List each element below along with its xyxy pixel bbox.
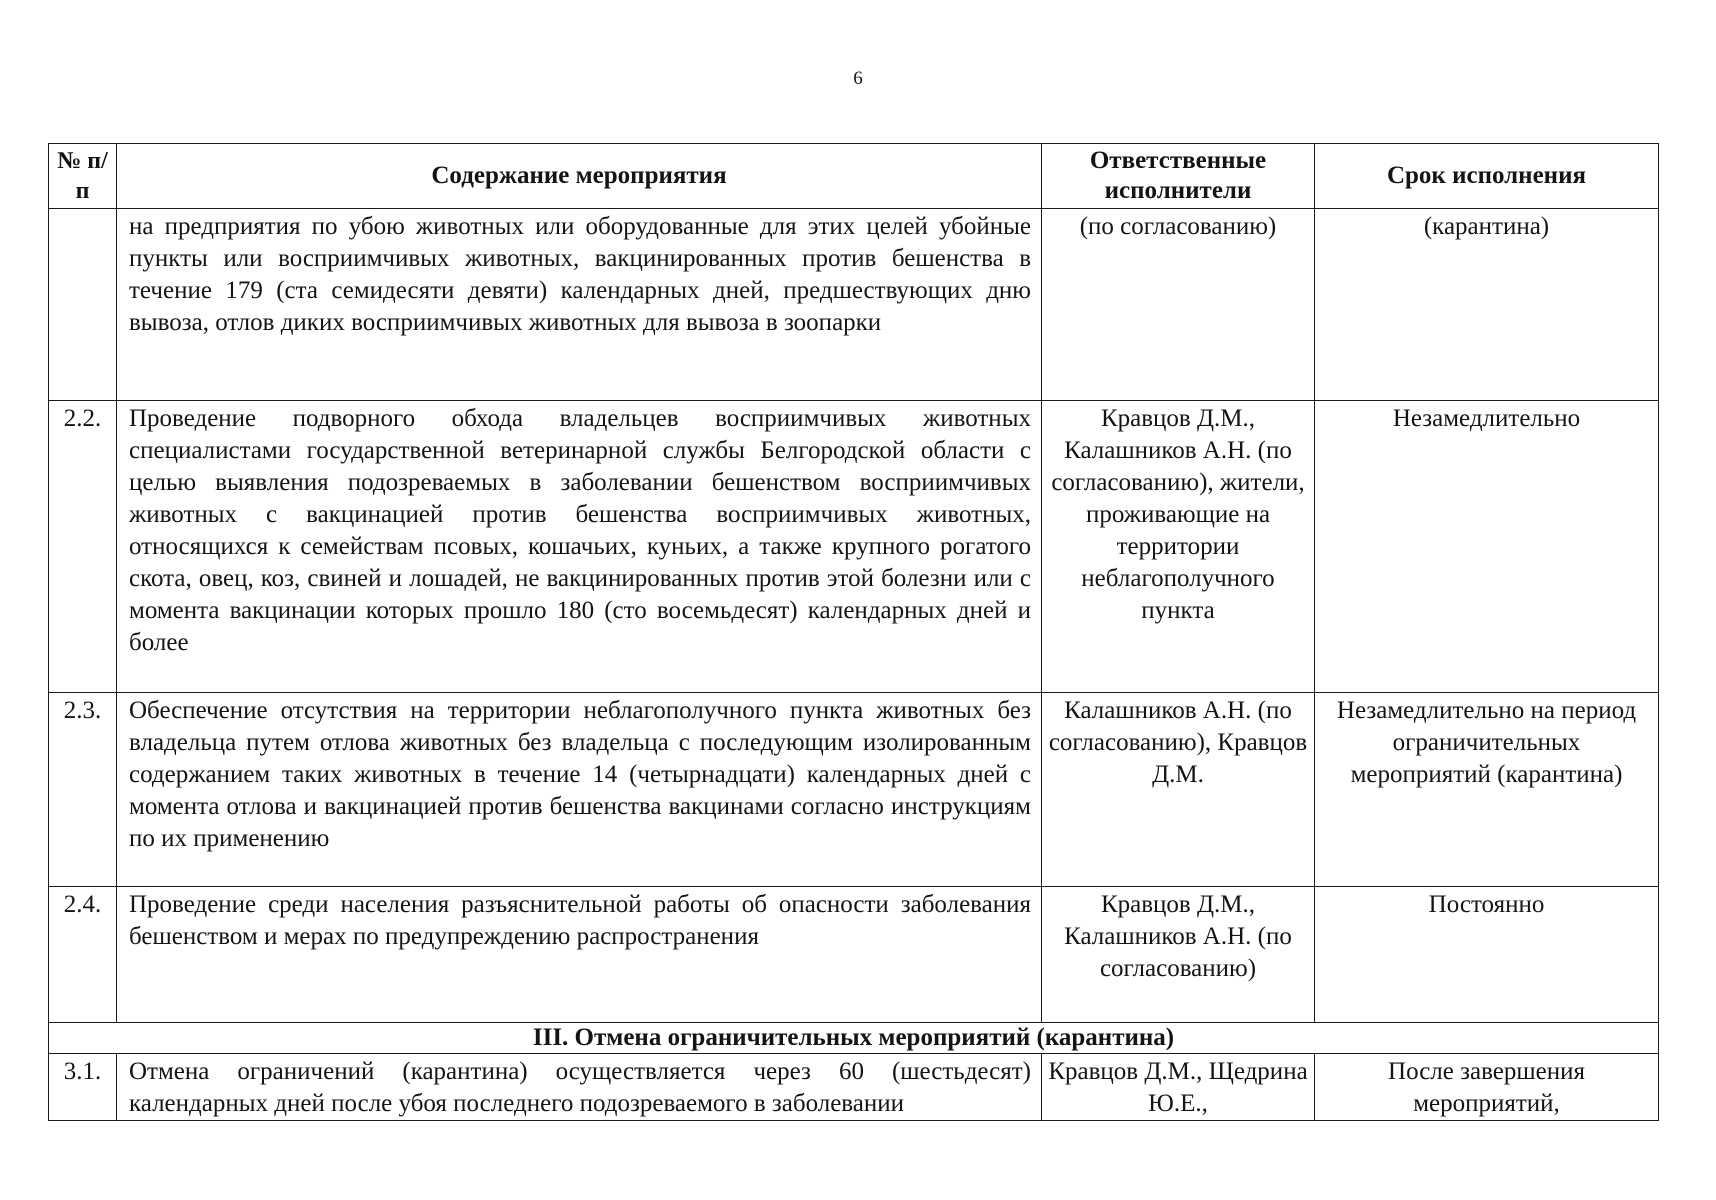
row-deadline: Постоянно bbox=[1315, 887, 1659, 1023]
row-number: 2.2. bbox=[49, 401, 117, 693]
row-content: Проведение среди населения разъяснительной работы об опасности заболевания бешенством и мерах по предупреждению распространения bbox=[117, 887, 1042, 1023]
section-title: III. Отмена ограничительных мероприятий (карантина) bbox=[49, 1023, 1659, 1054]
table-row bbox=[49, 887, 1659, 1023]
measures-table bbox=[48, 143, 1659, 1121]
row-number: 2.3. bbox=[49, 693, 117, 887]
table-row bbox=[49, 1054, 1659, 1121]
row-responsible: (по согласованию) bbox=[1042, 209, 1315, 401]
table-row bbox=[49, 401, 1659, 693]
row-responsible: Кравцов Д.М., Калашников А.Н. (по согласованию) bbox=[1042, 887, 1315, 1023]
section-row bbox=[49, 1023, 1659, 1054]
row-content: на предприятия по убою животных или оборудованные для этих целей убойные пункты или восприимчивых животных, вакцинированных против бешенства в течение 179 (ста семидесяти девяти) календарных дней, предшествующих дню вывоза, отлов диких восприимчивых животных для вывоза в зоопарки bbox=[117, 209, 1042, 401]
table-row bbox=[49, 693, 1659, 887]
row-deadline: (карантина) bbox=[1315, 209, 1659, 401]
header-deadline: Срок исполнения bbox=[1315, 144, 1659, 209]
page-number: 6 bbox=[853, 68, 863, 89]
row-content: Отмена ограничений (карантина) осуществляется через 60 (шестьдесят) календарных дней после убоя последнего подозреваемого в заболевании bbox=[117, 1054, 1042, 1121]
row-number: 3.1. bbox=[49, 1054, 117, 1121]
header-number: № п/п bbox=[49, 144, 117, 209]
header-content: Содержание мероприятия bbox=[117, 144, 1042, 209]
header-responsible: Ответственные исполнители bbox=[1042, 144, 1315, 209]
row-deadline: Незамедлительно bbox=[1315, 401, 1659, 693]
row-responsible: Кравцов Д.М., Щедрина Ю.Е., bbox=[1042, 1054, 1315, 1121]
row-responsible: Калашников А.Н. (по согласованию), Кравцов Д.М. bbox=[1042, 693, 1315, 887]
row-number: 2.4. bbox=[49, 887, 117, 1023]
row-content: Обеспечение отсутствия на территории неблагополучного пункта животных без владельца путем отлова животных без владельца с последующим изолированным содержанием таких животных в течение 14 (четырнадцати) календарных дней с момента отлова и вакцинацией против бешенства вакцинами согласно инструкциям по их применению bbox=[117, 693, 1042, 887]
table-header-row bbox=[49, 144, 1659, 209]
row-deadline: После завершения мероприятий, bbox=[1315, 1054, 1659, 1121]
table-row bbox=[49, 209, 1659, 401]
row-number bbox=[49, 209, 117, 401]
row-responsible: Кравцов Д.М., Калашников А.Н. (по согласованию), жители, проживающие на территории неблагополучного пункта bbox=[1042, 401, 1315, 693]
row-deadline: Незамедлительно на период ограничительных мероприятий (карантина) bbox=[1315, 693, 1659, 887]
row-content: Проведение подворного обхода владельцев восприимчивых животных специалистами государственной ветеринарной службы Белгородской области с целью выявления подозреваемых в заболевании бешенством восприимчивых животных с вакцинацией против бешенства восприимчивых животных, относящихся к семействам псовых, кошачьих, куньих, а также крупного рогатого скота, овец, коз, свиней и лошадей, не вакцинированных против этой болезни или с момента вакцинации которых прошло 180 (сто восемьдесят) календарных дней и более bbox=[117, 401, 1042, 693]
